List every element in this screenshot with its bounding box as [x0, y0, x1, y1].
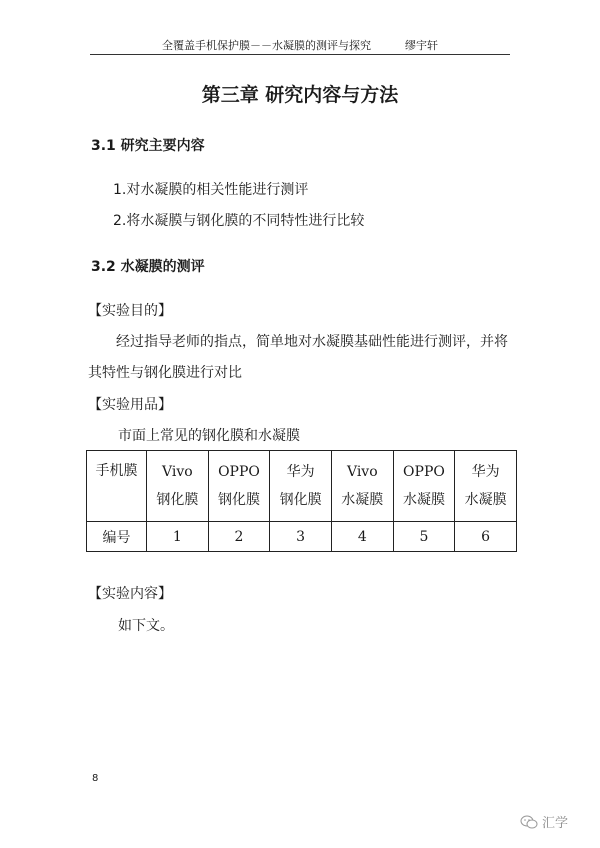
number-cell: 2 [208, 522, 270, 552]
number-cell: 1 [147, 522, 209, 552]
content-item-2: 2.将水凝膜与钢化膜的不同特性进行比较 [113, 213, 365, 229]
watermark [520, 812, 568, 831]
cell-brand: 华为 [286, 464, 315, 480]
film-table [86, 450, 517, 552]
number-cell: 3 [270, 522, 332, 552]
page-number: 8 [92, 773, 99, 784]
cell-type: 钢化膜 [217, 492, 260, 508]
table-row-brand-type [87, 451, 517, 522]
cell-brand: OPPO [218, 464, 260, 480]
table-cell [331, 451, 393, 522]
wechat-icon [520, 815, 538, 829]
table-cell [270, 451, 332, 522]
table-cell [455, 451, 517, 522]
number-cell: 4 [331, 522, 393, 552]
header-title: 全覆盖手机保护膜－－水凝膜的测评与探究 [162, 39, 371, 52]
cell-type: 钢化膜 [156, 492, 199, 508]
purpose-line-2: 其特性与钢化膜进行对比 [88, 365, 242, 381]
chapter-title: 第三章 研究内容与方法 [201, 84, 399, 106]
table-cell [147, 451, 209, 522]
section-heading-3-2: 3.2 水凝膜的测评 [91, 259, 205, 275]
cell-brand: Vivo [346, 464, 378, 480]
cell-type: 水凝膜 [464, 492, 507, 508]
table-cell [393, 451, 455, 522]
purpose-line-1: 经过指导老师的指点，简单地对水凝膜基础性能进行测评，并将 [116, 334, 508, 350]
cell-brand: OPPO [403, 464, 445, 480]
number-cell: 6 [455, 522, 517, 552]
cell-type: 水凝膜 [341, 492, 384, 508]
table-row-number [87, 522, 517, 552]
running-header [90, 38, 510, 55]
supplies-label: 【实验用品】 [88, 397, 172, 413]
content-text: 如下文。 [118, 618, 174, 634]
table-header-cell: 手机膜 [87, 451, 147, 522]
watermark-text: 汇学 [542, 816, 569, 831]
number-label-cell: 编号 [87, 522, 147, 552]
supplies-text: 市面上常见的钢化膜和水凝膜 [118, 428, 300, 444]
content-item-1: 1.对水凝膜的相关性能进行测评 [113, 182, 309, 198]
content-label: 【实验内容】 [88, 586, 172, 602]
header-author: 缪宇轩 [405, 39, 438, 52]
number-cell: 5 [393, 522, 455, 552]
cell-brand: Vivo [161, 464, 193, 480]
cell-type: 水凝膜 [402, 492, 445, 508]
section-heading-3-1: 3.1 研究主要内容 [91, 138, 205, 154]
cell-brand: 华为 [471, 464, 500, 480]
purpose-label: 【实验目的】 [88, 303, 172, 319]
cell-type: 钢化膜 [279, 492, 322, 508]
table-cell [208, 451, 270, 522]
